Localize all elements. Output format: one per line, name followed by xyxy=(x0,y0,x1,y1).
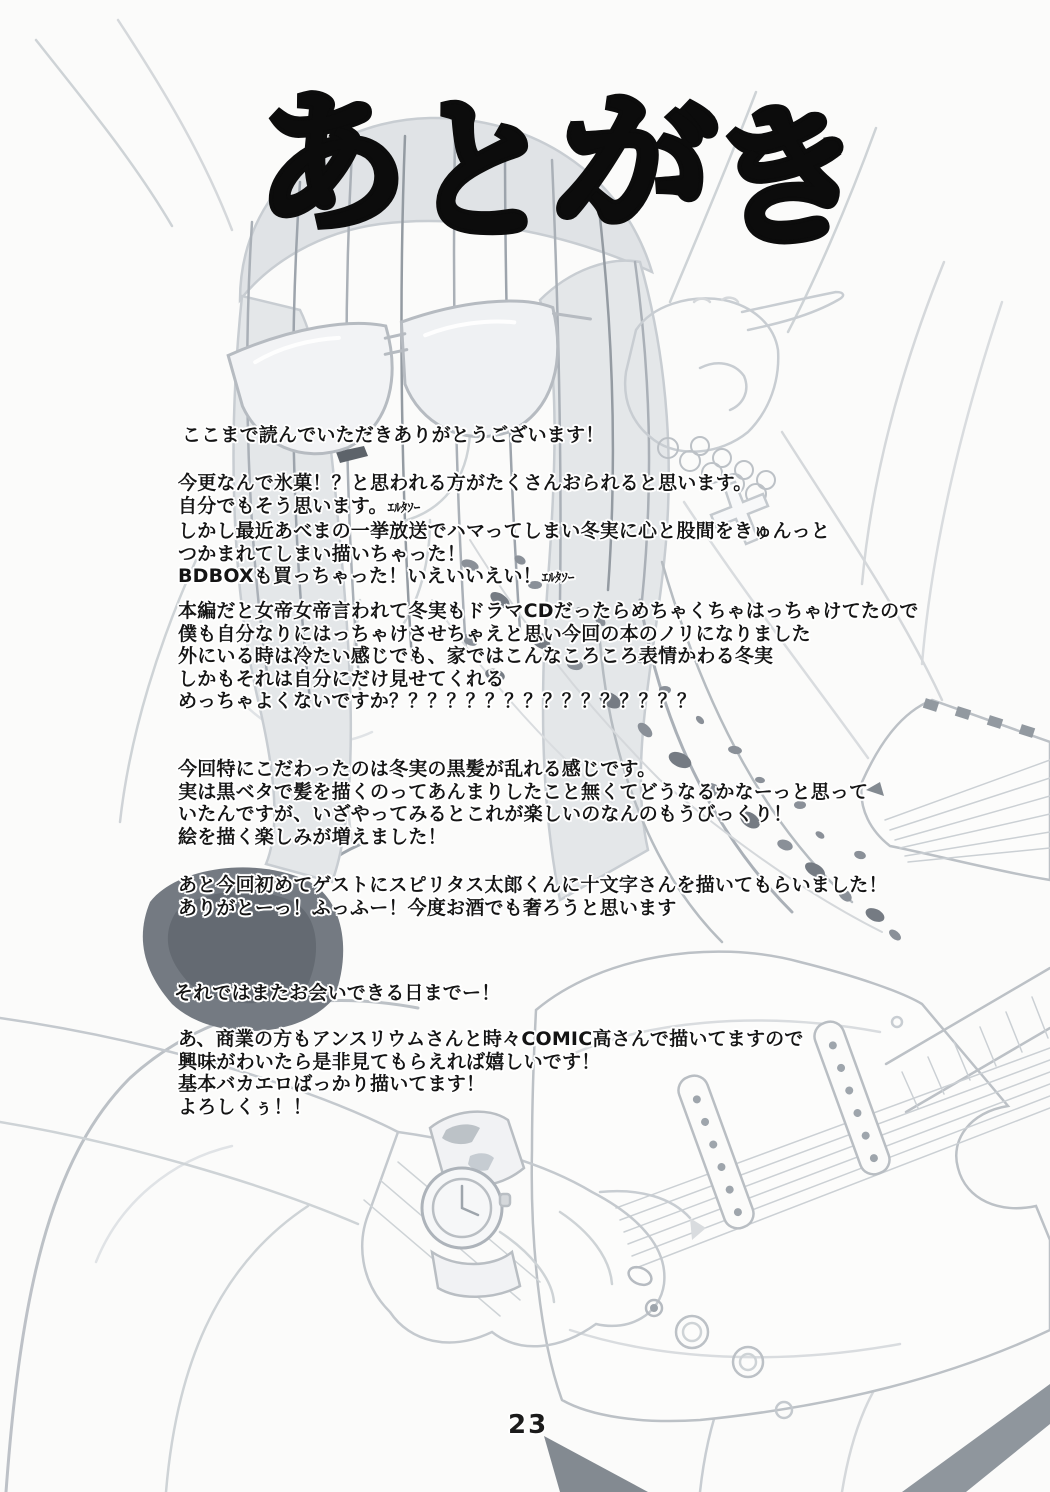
text-line: よろしくぅ！！ xyxy=(178,1095,313,1118)
text-line: あ、商業の方もアンスリウムさんと時々COMIC高さんで描いてますので xyxy=(178,1028,804,1050)
text-line: 興味がわいたら是非見てもらえれば嬉しいです！ xyxy=(178,1050,601,1073)
paragraph-hyouka xyxy=(178,472,830,591)
small-note: ｴﾙﾀｿｰ xyxy=(387,500,421,516)
text-line: あと今回初めてゲストにスピリタス太郎くんに十文字さんを描いてもらいました！ xyxy=(178,874,888,896)
text-line: それではまたお会いできる日までー！ xyxy=(174,982,501,1004)
text-line: 外にいる時は冷たい感じでも、家ではこんなころころ表情かわる冬実 xyxy=(178,645,774,667)
text-line: BDBOXも買っちゃった！いえいいえい！ｴﾙﾀｿｰ xyxy=(178,565,575,587)
paragraph-guests xyxy=(178,874,888,919)
text-line: ここまで読んでいただきありがとうございます！ xyxy=(182,424,605,446)
title-char: あ xyxy=(251,72,411,255)
text-line: 絵を描く楽しみが増えました！ xyxy=(178,825,447,848)
text-line: 本編だと女帝女帝言われて冬実もドラマCDだったらめちゃくちゃはっちゃけてたので xyxy=(178,600,919,622)
paragraph-commercial xyxy=(178,1028,804,1118)
page-title xyxy=(251,67,875,288)
text-line: 基本バカエロばっかり描いてます！ xyxy=(178,1073,486,1095)
paragraph-hair xyxy=(178,758,868,848)
paragraph-farewell xyxy=(174,982,500,1005)
title-char: と xyxy=(408,79,558,264)
text-line: 実は黒ベタで髪を描くのってあんまりしたこと無くてどうなるかなーっと思って xyxy=(178,780,869,803)
text-line: しかし最近あべまの一挙放送でハマってしまい冬実に心と股間をきゅんっと xyxy=(178,520,831,542)
text-line: しかもそれは自分にだけ見せてくれる xyxy=(178,667,505,690)
text-line: 僕も自分なりにはっちゃけさせちゃえと思い今回の本のノリになりました xyxy=(178,622,811,645)
title-char: が xyxy=(547,67,723,264)
text-line: ありがとーっ！ふっふー！今度お酒でも奢ろうと思います xyxy=(178,896,677,919)
text-line: 今回特にこだわったのは冬実の黒髪が乱れる感じです。 xyxy=(178,758,657,780)
page-number: 23 xyxy=(508,1410,549,1440)
text-line: いたんですが、いざやってみるとこれが楽しいのなんのもうびっくり！ xyxy=(178,803,793,825)
paragraph-thanks xyxy=(182,424,604,447)
text-line: めっちゃよくないですか？？？？？？？？？？？？？？？？ xyxy=(178,690,697,712)
small-note: ｴﾙﾀｿｰ xyxy=(541,571,575,586)
paragraph-fuyumi xyxy=(178,600,919,713)
text-line: 自分でもそう思います。ｴﾙﾀｿｰ xyxy=(178,494,421,517)
text-line: つかまれてしまい描いちゃった！ xyxy=(178,542,467,565)
text-line: 今更なんで氷菓！？と思われる方がたくさんおられると思います。 xyxy=(178,472,753,494)
title-char: き xyxy=(702,80,875,275)
